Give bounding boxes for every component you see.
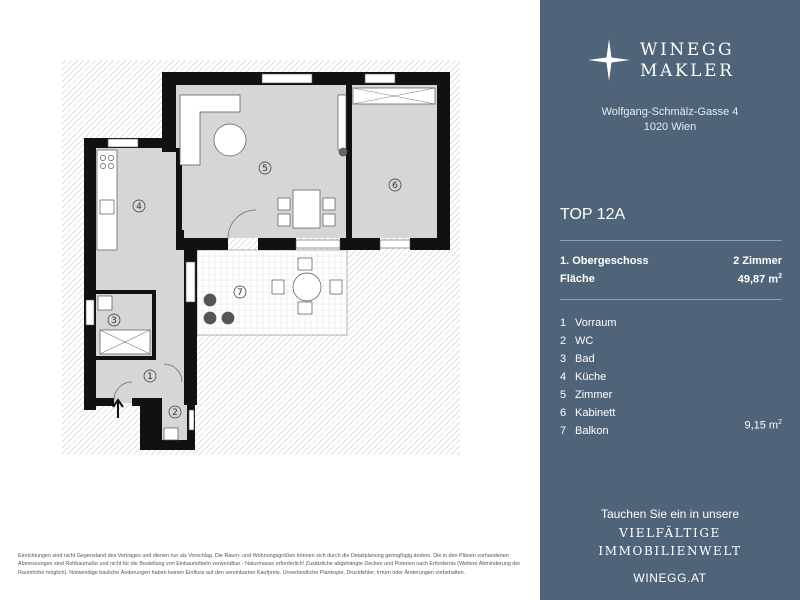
shelf [338,95,347,156]
unit-area-label: Fläche [560,273,595,285]
list-item: 2 WC [560,335,594,347]
website-link[interactable]: WINEGG.AT [633,571,707,585]
brand-name-line1: WINEGG [640,40,735,60]
room-label-2: 2 [172,408,178,418]
list-item: 1 Vorraum [560,317,617,329]
kitchen-counter [97,150,117,250]
bed [353,88,435,104]
tagline-line3: IMMOBILIENWELT [598,544,742,558]
divider [560,240,782,241]
list-item: 4 Küche [560,371,607,383]
brand-name-line2: MAKLER [640,61,735,81]
address-city: 1020 Wien [643,121,697,133]
balcony-area: 9,15 $m^2$ [744,419,782,432]
room-label-1: 1 [147,372,153,382]
divider [560,299,782,300]
unit-area-value: 49,87 $m^2$ [737,273,782,286]
list-item: 5 Zimmer [560,389,613,401]
room-label-3: 3 [111,316,117,326]
compass-star-icon [588,39,630,81]
brand-logo [540,36,800,86]
room-label-7: 7 [237,288,243,298]
tagline-line2: VIELFÄLTIGE [619,526,721,540]
room-list [560,317,617,443]
tagline-intro: Tauchen Sie ein in unsere [600,507,740,521]
info-panel [540,0,800,600]
room-label-5: 5 [262,164,268,174]
room-label-4: 4 [136,202,142,212]
disclaimer-text: Einrichtungen sind nicht Gegenstand des Vertrages und dienen nur als Vorschlag. Die Raum- und Wohnungsgrößen können sich durch die Detailplanung geringfügig ändern. Die in den Plänen vorhandenen Abmessungen sind Rohbaumaße und nicht für die Bestellung von Einbaumöbeln verwendbar - Naturmasse erforderlich! Zusätzliche abgehängte Decken und Poterien nach Erfordernis (Weitere Abminderung der Raumhöhe möglich). Notwendige bauliche Änderungen haben keinen Einfluss auf den vereinbarten Kaufpreis. Unverbindliche Plankopie, Druckfehler, Irrtum oder Änderungen vorbehalten. [18,553,521,576]
list-item: 6 Kabinett [560,407,616,419]
unit-floor: 1. Obergeschoss [560,255,649,267]
wc-fixtures [164,428,178,440]
address-street: Wolfgang-Schmälz-Gasse 4 [601,106,739,118]
room-label-6: 6 [392,181,398,191]
list-item: 7 Balkon [560,425,609,437]
list-item: 3 Bad [560,353,595,365]
unit-title: TOP 12A [560,206,626,223]
unit-rooms: 2 Zimmer [733,255,782,267]
